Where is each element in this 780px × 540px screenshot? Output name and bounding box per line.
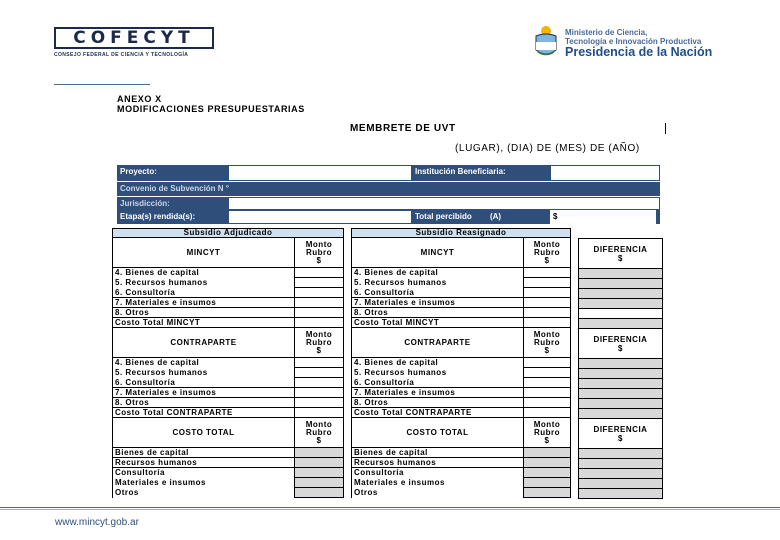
right-contraparte-amount[interactable] xyxy=(524,378,571,388)
left-contraparte-amount[interactable] xyxy=(295,388,344,398)
right-monto-header-2: Monto Rubro $ xyxy=(524,328,571,358)
left-monto-header-1: Monto Rubro $ xyxy=(295,238,344,268)
jurisdiccion-label xyxy=(117,197,228,210)
left-contraparte-amount[interactable] xyxy=(295,358,344,368)
total-percibido-text: Total percibido xyxy=(415,212,472,221)
right-mincyt-amount[interactable] xyxy=(524,298,571,308)
right-contraparte-row: 7. Materiales e insumos xyxy=(352,388,524,398)
diferencia-cell xyxy=(579,489,663,499)
right-mincyt-amount[interactable] xyxy=(524,308,571,318)
right-mincyt-row: 6. Consultoría xyxy=(352,288,524,298)
cofecyt-logo-subtitle: CONSEJO FEDERAL DE CIENCIA Y TECNOLOGÍA xyxy=(54,52,189,58)
diferencia-cell xyxy=(579,269,663,279)
right-costo-row: Recursos humanos xyxy=(352,458,524,468)
left-costo-total-header: COSTO TOTAL xyxy=(113,418,295,448)
left-costo-amount xyxy=(295,458,344,468)
proyecto-label: Proyecto: xyxy=(117,165,228,181)
institucion-label: Institución Beneficiaria: xyxy=(412,165,550,181)
currency-symbol: $ xyxy=(553,212,558,221)
total-percibido-a-mark: (A) xyxy=(489,212,502,221)
subsidio-reasignado-title: Subsidio Reasignado xyxy=(352,229,571,238)
footer-divider-secondary xyxy=(0,509,780,510)
left-costo-row: Recursos humanos xyxy=(113,458,295,468)
right-contraparte-amount[interactable] xyxy=(524,398,571,408)
left-costo-amount xyxy=(295,488,344,498)
right-contraparte-amount[interactable] xyxy=(524,358,571,368)
right-contraparte-header: CONTRAPARTE xyxy=(352,328,524,358)
proyecto-field[interactable] xyxy=(228,165,412,181)
diferencia-header-1: DIFERENCIA $ xyxy=(579,239,663,269)
right-costo-amount xyxy=(524,468,571,478)
left-mincyt-amount[interactable] xyxy=(295,308,344,318)
diferencia-cell xyxy=(579,379,663,389)
left-mincyt-total: Costo Total MINCYT xyxy=(113,318,295,328)
cofecyt-logo-text: COFECYT xyxy=(73,28,195,48)
left-costo-amount xyxy=(295,448,344,458)
right-monto-header-1: Monto Rubro $ xyxy=(524,238,571,268)
diferencia-cell xyxy=(579,449,663,459)
diferencia-cell xyxy=(579,409,663,419)
right-mincyt-header: MINCYT xyxy=(352,238,524,268)
left-mincyt-row: 6. Consultoría xyxy=(113,288,295,298)
diferencia-cell xyxy=(579,309,663,319)
left-contraparte-header: CONTRAPARTE xyxy=(113,328,295,358)
total-percibido-field[interactable] xyxy=(550,210,656,224)
right-costo-amount xyxy=(524,458,571,468)
ministry-line-1: Ministerio de Ciencia, xyxy=(565,28,648,37)
right-costo-total-header: COSTO TOTAL xyxy=(352,418,524,448)
header-divider xyxy=(54,84,150,85)
right-contraparte-row: 4. Bienes de capital xyxy=(352,358,524,368)
ministry-line-2: Tecnología e Innovación Productiva xyxy=(565,37,702,46)
left-costo-row: Consultoría xyxy=(113,468,295,478)
right-contraparte-total: Costo Total CONTRAPARTE xyxy=(352,408,524,418)
total-percibido-label xyxy=(412,210,550,224)
left-costo-row: Materiales e insumos xyxy=(113,478,295,488)
left-mincyt-amount[interactable] xyxy=(295,278,344,288)
annex-label: ANEXO X xyxy=(117,94,162,104)
left-mincyt-row: 5. Recursos humanos xyxy=(113,278,295,288)
right-costo-amount xyxy=(524,488,571,498)
right-mincyt-row: 4. Bienes de capital xyxy=(352,268,524,278)
left-costo-row: Otros xyxy=(113,488,295,498)
convenio-row xyxy=(117,182,660,196)
left-contraparte-row: 6. Consultoría xyxy=(113,378,295,388)
letterhead-label: MEMBRETE DE UVT xyxy=(350,123,456,134)
diferencia-cell xyxy=(579,279,663,289)
left-contraparte-row: 8. Otros xyxy=(113,398,295,408)
right-mincyt-amount[interactable] xyxy=(524,288,571,298)
diferencia-header-2: DIFERENCIA $ xyxy=(579,329,663,359)
place-date-line: (LUGAR), (DIA) DE (MES) DE (AÑO) xyxy=(455,143,640,154)
diferencia-cell xyxy=(579,479,663,489)
left-contraparte-row: 5. Recursos humanos xyxy=(113,368,295,378)
letterhead-divider xyxy=(665,123,666,134)
left-contraparte-amount[interactable] xyxy=(295,368,344,378)
right-mincyt-row: 5. Recursos humanos xyxy=(352,278,524,288)
footer-website-link[interactable]: www.mincyt.gob.ar xyxy=(55,517,139,528)
left-contraparte-total: Costo Total CONTRAPARTE xyxy=(113,408,295,418)
left-mincyt-row: 7. Materiales e insumos xyxy=(113,298,295,308)
etapa-field[interactable] xyxy=(228,210,412,224)
left-costo-amount xyxy=(295,468,344,478)
right-contraparte-amount[interactable] xyxy=(524,388,571,398)
left-monto-header-2: Monto Rubro $ xyxy=(295,328,344,358)
right-contraparte-row: 8. Otros xyxy=(352,398,524,408)
diferencia-header-3: DIFERENCIA $ xyxy=(579,419,663,449)
jurisdiccion-label-text: Jurisdicción: xyxy=(120,199,170,208)
right-mincyt-total-amount[interactable] xyxy=(524,318,571,328)
total-percibido-edge xyxy=(656,210,660,224)
jurisdiccion-field[interactable] xyxy=(228,197,660,210)
left-mincyt-amount[interactable] xyxy=(295,288,344,298)
subsidio-reasignado-table xyxy=(351,228,571,498)
national-emblem-icon xyxy=(533,24,559,58)
annex-title-block xyxy=(117,94,305,114)
right-monto-header-3: Monto Rubro $ xyxy=(524,418,571,448)
left-mincyt-header: MINCYT xyxy=(113,238,295,268)
right-costo-row: Bienes de capital xyxy=(352,448,524,458)
left-contraparte-total-amount[interactable] xyxy=(295,408,344,418)
right-mincyt-row: 8. Otros xyxy=(352,308,524,318)
convenio-label: Convenio de Subvención N ° xyxy=(120,184,229,193)
left-contraparte-row: 7. Materiales e insumos xyxy=(113,388,295,398)
right-mincyt-row: 7. Materiales e insumos xyxy=(352,298,524,308)
left-mincyt-amount[interactable] xyxy=(295,268,344,278)
right-contraparte-amount[interactable] xyxy=(524,368,571,378)
diferencia-cell xyxy=(579,299,663,309)
left-contraparte-amount[interactable] xyxy=(295,378,344,388)
right-costo-row: Otros xyxy=(352,488,524,498)
right-contraparte-row: 6. Consultoría xyxy=(352,378,524,388)
left-contraparte-amount[interactable] xyxy=(295,398,344,408)
right-mincyt-total: Costo Total MINCYT xyxy=(352,318,524,328)
subsidio-adjudicado-table xyxy=(112,228,344,498)
diferencia-cell xyxy=(579,459,663,469)
institucion-field[interactable] xyxy=(550,165,660,181)
presidencia-title: Presidencia de la Nación xyxy=(565,45,713,59)
left-monto-header-3: Monto Rubro $ xyxy=(295,418,344,448)
right-contraparte-total-amount[interactable] xyxy=(524,408,571,418)
right-mincyt-amount[interactable] xyxy=(524,268,571,278)
left-costo-amount xyxy=(295,478,344,488)
diferencia-cell xyxy=(579,359,663,369)
left-costo-row: Bienes de capital xyxy=(113,448,295,458)
right-costo-row: Consultoría xyxy=(352,468,524,478)
subsidio-adjudicado-title: Subsidio Adjudicado xyxy=(113,229,344,238)
left-mincyt-row: 8. Otros xyxy=(113,308,295,318)
diferencia-cell xyxy=(579,369,663,379)
right-mincyt-amount[interactable] xyxy=(524,278,571,288)
right-costo-amount xyxy=(524,478,571,488)
annex-subtitle: MODIFICACIONES PRESUPUESTARIAS xyxy=(117,104,305,114)
left-mincyt-row: 4. Bienes de capital xyxy=(113,268,295,278)
right-costo-amount xyxy=(524,448,571,458)
diferencia-cell xyxy=(579,389,663,399)
diferencia-cell xyxy=(579,399,663,409)
diferencia-cell xyxy=(579,319,663,329)
right-costo-row: Materiales e insumos xyxy=(352,478,524,488)
diferencia-cell xyxy=(579,469,663,479)
diferencia-cell xyxy=(579,289,663,299)
left-contraparte-row: 4. Bienes de capital xyxy=(113,358,295,368)
footer-divider xyxy=(0,507,780,508)
left-mincyt-total-amount[interactable] xyxy=(295,318,344,328)
left-mincyt-amount[interactable] xyxy=(295,298,344,308)
cofecyt-logo xyxy=(54,27,214,49)
etapa-label: Etapa(s) rendida(s): xyxy=(117,210,228,224)
diferencia-column xyxy=(578,238,663,499)
right-contraparte-row: 5. Recursos humanos xyxy=(352,368,524,378)
